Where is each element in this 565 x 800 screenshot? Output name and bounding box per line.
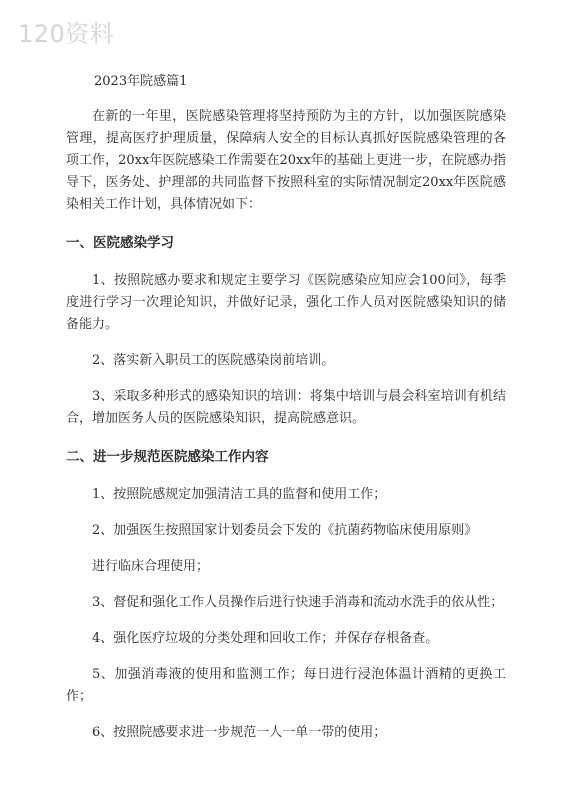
document-page	[66, 72, 506, 758]
section1-item-3: 3、采取多种形式的感染知识的培训：将集中培训与晨会科室培训有机结合，增加医务人员的医院感染知识，提高院感意识。	[66, 389, 506, 426]
watermark-logo: 120资料	[18, 20, 115, 48]
section2-item-3: 3、督促和强化工作人员操作后进行快速手消毒和流动水洗手的依从性；	[92, 595, 504, 610]
section-heading-1: 一、医院感染学习	[66, 235, 174, 251]
section2-item-4: 4、强化医疗垃圾的分类处理和回收工作；并保存存根备查。	[92, 631, 439, 646]
section2-item-1: 1、按照院感规定加强清洁工具的监督和使用工作；	[92, 487, 387, 502]
section2-item-5: 5、加强消毒液的使用和监测工作；每日进行浸泡体温计酒精的更换工作；	[66, 667, 506, 704]
section2-item-2: 2、加强医生按照国家计划委员会下发的《抗菌药物临床使用原则》	[92, 523, 478, 538]
section2-item-2-continued: 进行临床合理使用；	[92, 559, 210, 574]
section-heading-2: 二、进一步规范医院感染工作内容	[66, 449, 269, 465]
intro-paragraph: 在新的一年里，医院感染管理将坚持预防为主的方针，以加强医院感染管理，提高医疗护理质量，保障病人安全的目标认真抓好医院感染管理的各项工作，20xx年医院感染工作需要在20xx年的基础上更进一步，在院感办指导下，医务处、护理部的共同监督下按照科室的实际情况制定20xx年医院感染相关工作计划，具体情况如下：	[66, 109, 506, 212]
section1-item-2: 2、落实新入职员工的医院感染岗前培训。	[92, 353, 335, 368]
section2-item-6: 6、按照院感要求进一步规范一人一单一带的使用；	[92, 725, 387, 740]
document-title: 2023年院感篇1	[94, 74, 188, 89]
section1-item-1: 1、按照院感办要求和规定主要学习《医院感染应知应会100问》，每季度进行学习一次理论知识，并做好记录，强化工作人员对医院感染知识的储备能力。	[66, 273, 506, 332]
